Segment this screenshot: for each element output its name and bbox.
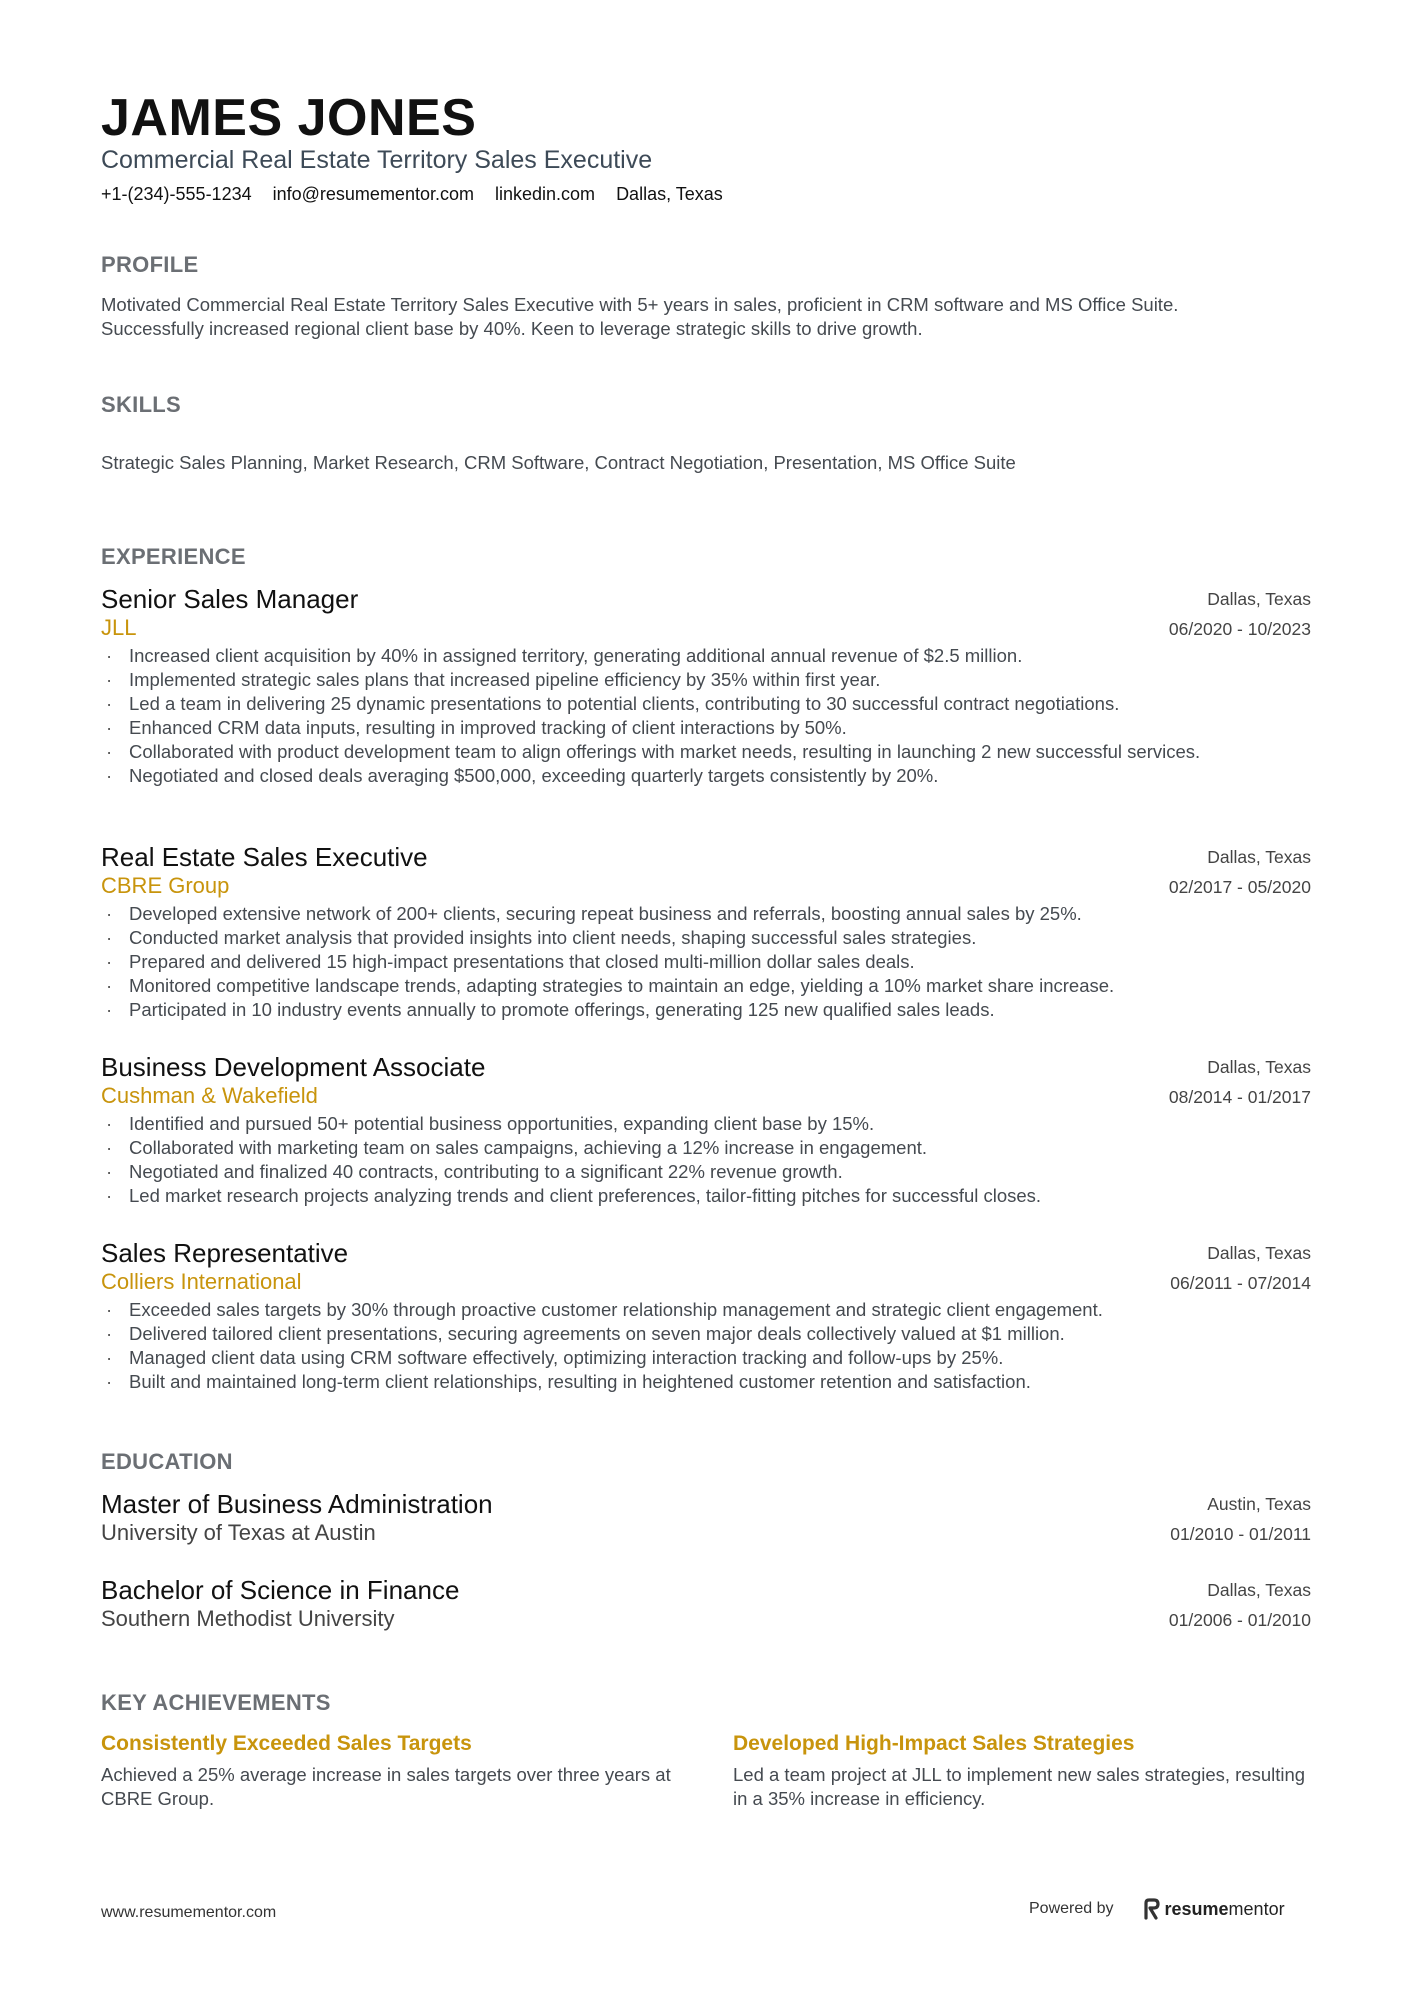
candidate-role: Commercial Real Estate Territory Sales Executive [101, 146, 653, 174]
education-entry [101, 1575, 1311, 1633]
job-bullet: · Led market research projects analyzing trends and client preferences, tailor-fitting pitches for successful closes. [101, 1184, 1311, 1208]
job-bullets [101, 644, 1311, 788]
job-bullet: · Enhanced CRM data inputs, resulting in improved tracking of client interactions by 50%. [101, 716, 1311, 740]
profile-line: Motivated Commercial Real Estate Territory Sales Executive with 5+ years in sales, proficient in CRM software and MS Office Suite. [101, 294, 1179, 315]
job-bullet: · Collaborated with product development team to align offerings with market needs, resulting in launching 2 new successful services. [101, 740, 1311, 764]
candidate-name: JAMES JONES [101, 89, 477, 147]
job-bullet: · Negotiated and closed deals averaging $500,000, exceeding quarterly targets consistently by 20%. [101, 764, 1311, 788]
job-bullet: · Increased client acquisition by 40% in assigned territory, generating additional annual revenue of $2.5 million. [101, 644, 1311, 668]
achievement-text: Led a team project at JLL to implement new sales strategies, resulting in a 35% increase in efficiency. [733, 1764, 1306, 1809]
contact-phone: +1-(234)-555-1234 [101, 184, 252, 204]
job-bullet: · Led a team in delivering 25 dynamic presentations to potential clients, contributing to 30 successful contract negotiations. [101, 692, 1311, 716]
job-bullets [101, 1298, 1311, 1394]
job-title: Business Development Associate [101, 1052, 486, 1082]
job-company: Cushman & Wakefield [101, 1083, 318, 1108]
job-location: Dallas, Texas [1207, 1057, 1311, 1077]
skills-heading: SKILLS [101, 392, 182, 417]
experience-heading: EXPERIENCE [101, 544, 246, 569]
contact-email: info@resumementor.com [272, 184, 474, 204]
education-school: Southern Methodist University [101, 1606, 395, 1631]
job-entry [101, 1052, 1311, 1208]
profile-text [101, 293, 1331, 341]
job-bullet: · Negotiated and finalized 40 contracts, contributing to a significant 22% revenue growth. [101, 1160, 1311, 1184]
logo-text-thin: mentor [1228, 1898, 1285, 1919]
profile-heading: PROFILE [101, 252, 199, 277]
skills-text: Strategic Sales Planning, Market Research, CRM Software, Contract Negotiation, Presentation, MS Office Suite [101, 452, 1016, 473]
job-dates: 08/2014 - 01/2017 [1168, 1087, 1311, 1107]
logo-text-bold: resume [1164, 1898, 1229, 1919]
job-company: Colliers International [101, 1269, 302, 1294]
job-bullet: · Conducted market analysis that provided insights into client needs, shaping successful sales strategies. [101, 926, 1311, 950]
education-location: Austin, Texas [1207, 1494, 1311, 1514]
job-bullet: · Prepared and delivered 15 high-impact presentations that closed multi-million dollar sales deals. [101, 950, 1311, 974]
achievement-text: Achieved a 25% average increase in sales targets over three years at CBRE Group. [101, 1764, 671, 1809]
job-location: Dallas, Texas [1207, 847, 1311, 867]
achievement-item [101, 1731, 681, 1811]
contact-line [101, 184, 739, 205]
job-dates: 02/2017 - 05/2020 [1168, 877, 1311, 897]
job-location: Dallas, Texas [1207, 1243, 1311, 1263]
job-bullet: · Managed client data using CRM software effectively, optimizing interaction tracking and follow-ups by 25%. [101, 1346, 1311, 1370]
education-location: Dallas, Texas [1207, 1580, 1311, 1600]
job-dates: 06/2020 - 10/2023 [1168, 619, 1311, 639]
job-bullet: · Delivered tailored client presentations, securing agreements on seven major deals collectively valued at $1 million. [101, 1322, 1311, 1346]
job-company: JLL [101, 615, 137, 640]
footer-branding[interactable] [1029, 1898, 1285, 1920]
job-bullet: · Developed extensive network of 200+ clients, securing repeat business and referrals, boosting annual sales by 25%. [101, 902, 1311, 926]
education-heading: EDUCATION [101, 1449, 233, 1474]
job-bullet: · Participated in 10 industry events annually to promote offerings, generating 125 new qualified sales leads. [101, 998, 1311, 1022]
achievements-heading: KEY ACHIEVEMENTS [101, 1690, 331, 1715]
footer-website-link[interactable]: www.resumementor.com [101, 1904, 277, 1921]
job-company: CBRE Group [101, 873, 230, 898]
profile-line: Successfully increased regional client base by 40%. Keen to leverage strategic skills to drive growth. [101, 318, 923, 339]
education-degree: Master of Business Administration [101, 1489, 493, 1519]
job-bullet: · Implemented strategic sales plans that increased pipeline efficiency by 35% within first year. [101, 668, 1311, 692]
job-bullet: · Monitored competitive landscape trends, adapting strategies to maintain an edge, yielding a 10% market share increase. [101, 974, 1311, 998]
job-location: Dallas, Texas [1207, 589, 1311, 609]
resumementor-logo-icon [1144, 1898, 1160, 1920]
achievement-title: Consistently Exceeded Sales Targets [101, 1732, 472, 1755]
resumementor-logo-text [1165, 1899, 1285, 1920]
job-bullets [101, 1112, 1311, 1208]
job-bullet: · Exceeded sales targets by 30% through proactive customer relationship management and strategic client engagement. [101, 1298, 1311, 1322]
achievement-item [733, 1731, 1313, 1811]
job-bullet: · Identified and pursued 50+ potential business opportunities, expanding client base by 15%. [101, 1112, 1311, 1136]
job-entry [101, 842, 1311, 1022]
job-title: Senior Sales Manager [101, 584, 359, 614]
job-title: Real Estate Sales Executive [101, 842, 428, 872]
education-entry [101, 1489, 1311, 1547]
job-bullet: · Built and maintained long-term client relationships, resulting in heightened customer retention and satisfaction. [101, 1370, 1311, 1394]
education-school: University of Texas at Austin [101, 1520, 376, 1545]
education-degree: Bachelor of Science in Finance [101, 1575, 460, 1605]
contact-location: Dallas, Texas [616, 184, 723, 204]
job-title: Sales Representative [101, 1238, 349, 1268]
contact-linkedin: linkedin.com [495, 184, 596, 204]
powered-by-label: Powered by [1029, 1900, 1114, 1917]
job-dates: 06/2011 - 07/2014 [1170, 1273, 1311, 1293]
education-dates: 01/2006 - 01/2010 [1168, 1610, 1311, 1630]
job-entry [101, 584, 1311, 788]
job-bullets [101, 902, 1311, 1022]
job-bullet: · Collaborated with marketing team on sales campaigns, achieving a 12% increase in engagement. [101, 1136, 1311, 1160]
job-entry [101, 1238, 1311, 1394]
achievement-title: Developed High-Impact Sales Strategies [733, 1732, 1135, 1755]
education-dates: 01/2010 - 01/2011 [1170, 1524, 1311, 1544]
